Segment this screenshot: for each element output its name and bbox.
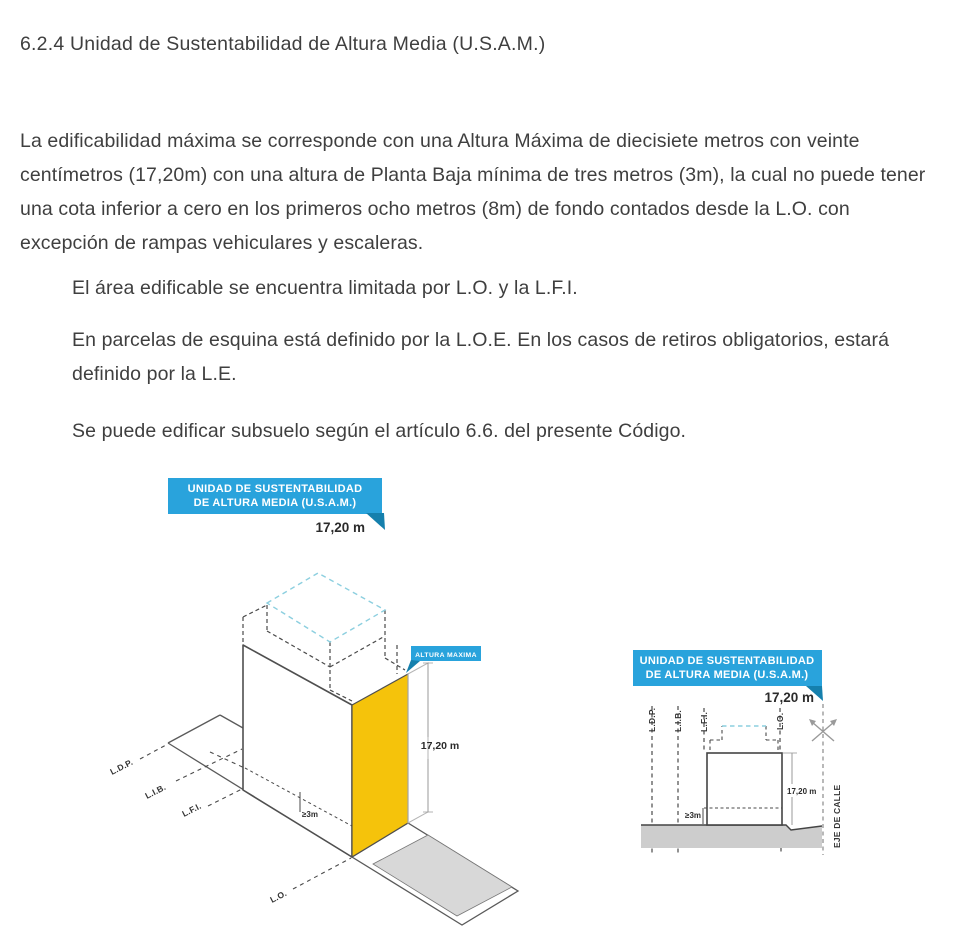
height-dimension [783, 753, 816, 825]
paragraph-edificabilidad: La edificabilidad máxima se corresponde con una Altura Máxima de diecisiete metros con veinte centímetros (17,20m) con una altura de Planta Baja mínima de tres metros (3m), la cual no puede tener una cota inferior a cero en los primeros ocho metros (8m) de fondo contados desde la L.O. con excepción de rampas vehiculares y escaleras. [20, 129, 926, 254]
callout-line2: DE ALTURA MEDIA (U.S.A.M.) [193, 497, 357, 509]
height-dimension-value: 17,20 m [420, 740, 460, 752]
callout-line1: UNIDAD DE SUSTENTABILIDAD [639, 655, 815, 667]
label-lo: L.O. [268, 888, 289, 905]
ground-section [641, 825, 822, 848]
label-lib: L.I.B. [673, 710, 683, 732]
label-eje-de-calle: EJE DE CALLE [832, 784, 842, 848]
label-lfi: L.F.I. [180, 800, 203, 819]
altura-maxima-top-outline [267, 573, 385, 642]
figure-section-usam [620, 640, 956, 865]
height-dimension [421, 663, 460, 812]
pb-min-label: ≥3m [685, 811, 701, 820]
paragraph-parcelas-esquina: En parcelas de esquina está definido por la L.O.E. En los casos de retiros obligatorios, estará definido por la L.E. [72, 328, 890, 385]
label-lfi: L.F.I. [699, 711, 709, 732]
callout-usam-axon [168, 478, 385, 535]
label-ldp: L.D.P. [108, 756, 135, 777]
pb-min-label: ≥3m [302, 810, 318, 819]
height-dimension-value: 17,20 m [787, 787, 817, 796]
facade-yellow-face [352, 674, 408, 857]
callout-tail [366, 513, 385, 530]
label-lib: L.I.B. [143, 781, 168, 801]
page-title: 6.2.4 Unidad de Sustentabilidad de Altura Media (U.S.A.M.) [20, 33, 546, 55]
figure-axonometric-usam [100, 470, 520, 935]
upper-setback-dashed [710, 726, 778, 753]
callout-line1: UNIDAD DE SUSTENTABILIDAD [187, 483, 363, 495]
callout-height-value: 17,20 m [315, 520, 365, 535]
callout-line2: DE ALTURA MEDIA (U.S.A.M.) [645, 669, 809, 681]
paragraph-subsuelo: Se puede edificar subsuelo según el artículo 6.6. del presente Código. [72, 419, 687, 442]
building-front-face [243, 645, 352, 857]
callout-usam-section [633, 650, 823, 705]
altura-maxima-label: ALTURA MAXIMA [415, 652, 477, 659]
building-volume [243, 645, 428, 857]
callout-height-value: 17,20 m [764, 690, 814, 705]
label-ldp: L.D.P. [647, 707, 657, 732]
label-lo: L.O. [775, 712, 785, 730]
paragraph-area-edificable: El área edificable se encuentra limitada por L.O. y la L.F.I. [72, 276, 578, 299]
building-profile [707, 753, 782, 825]
